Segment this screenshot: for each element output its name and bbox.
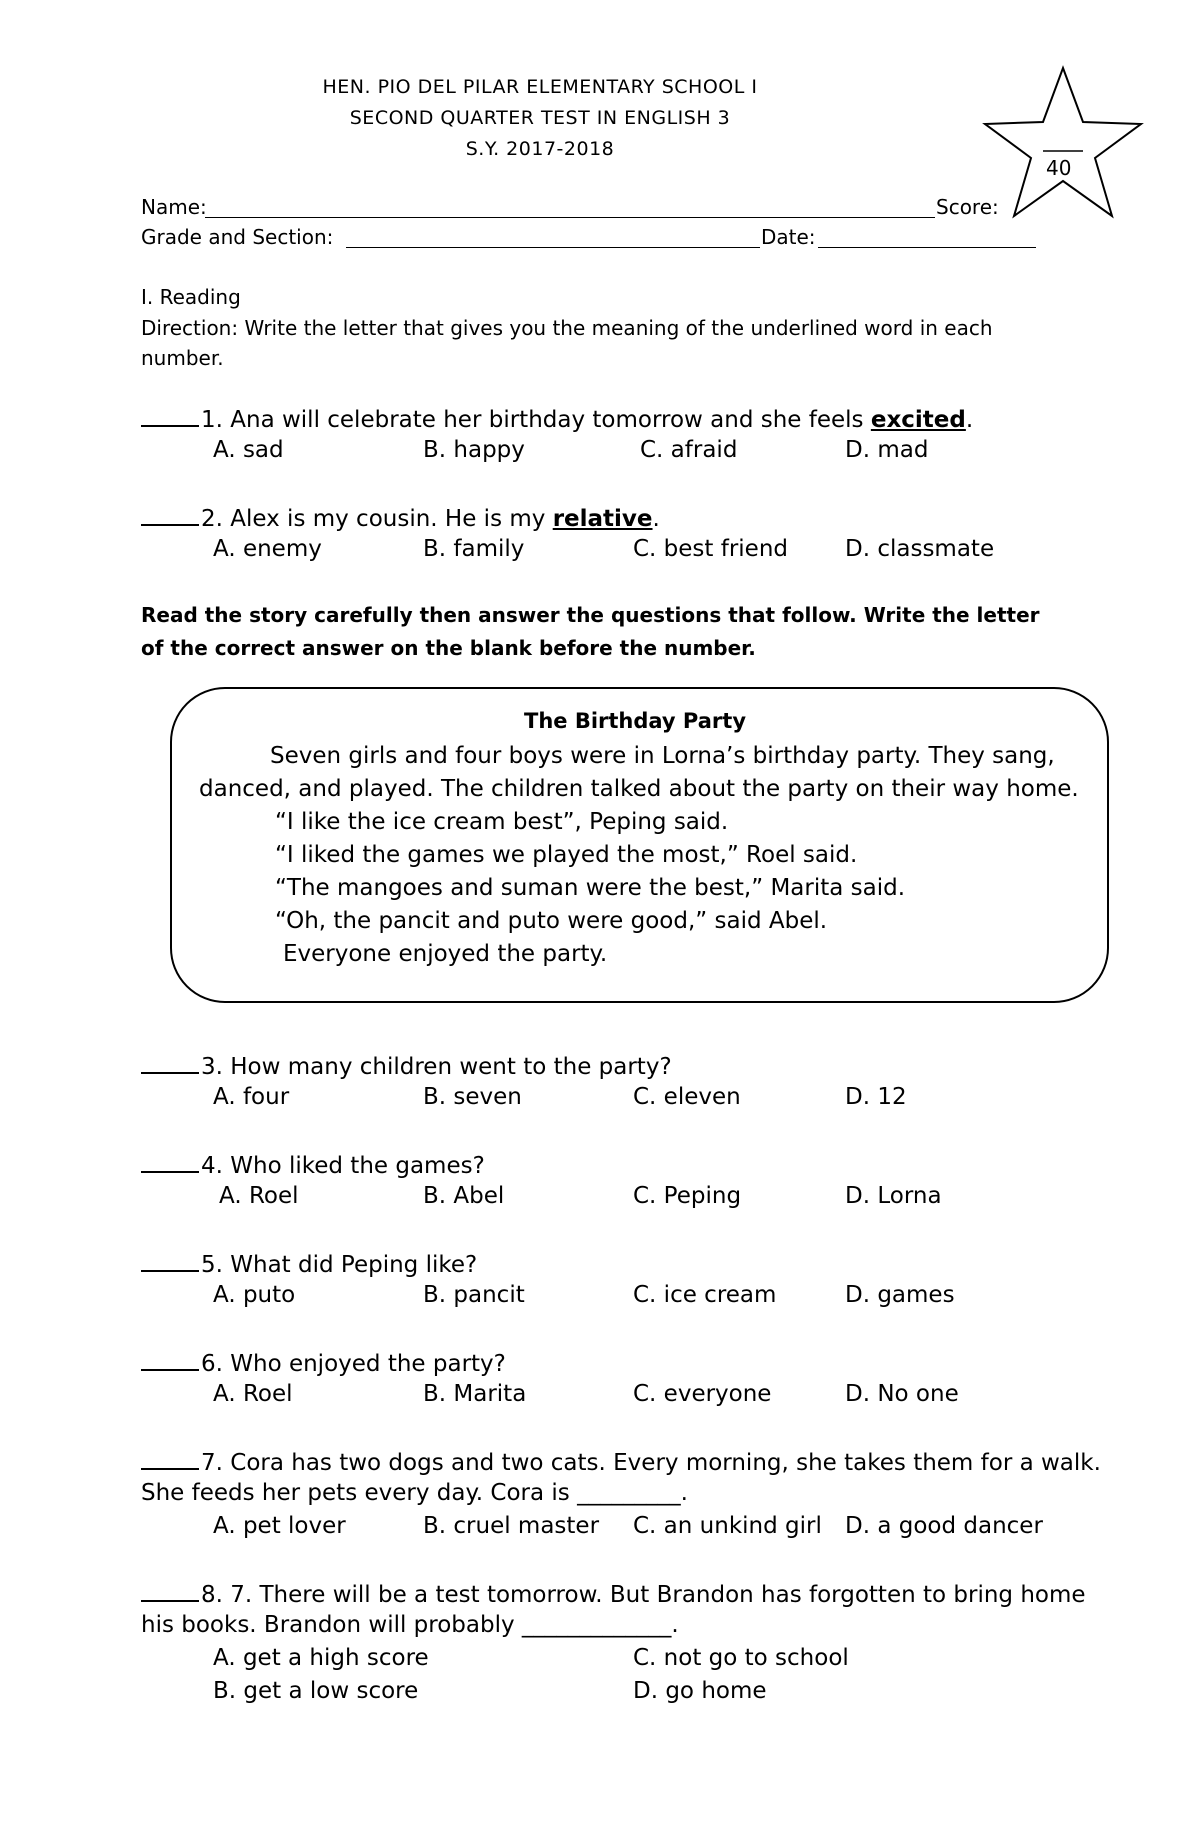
q5-text: 5. What did Peping like? <box>201 1252 478 1278</box>
q1-period: . <box>965 407 974 433</box>
q4-text: 4. Who liked the games? <box>201 1153 485 1179</box>
answer-blank-2[interactable] <box>141 504 199 526</box>
q7-option-a: A. pet lover <box>213 1513 346 1539</box>
question-3 <box>141 1052 672 1080</box>
answer-blank-3[interactable] <box>141 1052 199 1074</box>
q1-option-c: C. afraid <box>640 437 738 463</box>
story-instructions-2: of the correct answer on the blank before the number. <box>141 636 756 660</box>
q2-period: . <box>652 506 660 532</box>
q3-option-b: B. seven <box>423 1084 522 1110</box>
story-title: The Birthday Party <box>524 709 747 733</box>
answer-blank-7[interactable] <box>141 1448 199 1470</box>
q8-option-a: A. get a high score <box>213 1645 429 1671</box>
q7-text-1: 7. Cora has two dogs and two cats. Every morning, she takes them for a walk. <box>201 1450 1101 1476</box>
direction-line-1: Direction: Write the letter that gives you the meaning of the underlined word in each <box>141 316 993 340</box>
q2-option-a: A. enemy <box>213 536 322 562</box>
q8-text-2: his books. Brandon will probably _____________. <box>141 1612 679 1638</box>
score-label: Score: <box>936 195 999 219</box>
story-line-4: “I liked the games we played the most,” Roel said. <box>275 842 858 868</box>
story-line-3: “I like the ice cream best”, Peping said. <box>275 809 729 835</box>
q7-option-d: D. a good dancer <box>845 1513 1043 1539</box>
question-1 <box>141 405 973 433</box>
section-title: I. Reading <box>141 285 241 309</box>
answer-blank-6[interactable] <box>141 1349 199 1371</box>
q5-option-a: A. puto <box>213 1282 296 1308</box>
q1-option-b: B. happy <box>423 437 525 463</box>
story-line-5: “The mangoes and suman were the best,” Marita said. <box>275 875 906 901</box>
q6-option-c: C. everyone <box>633 1381 772 1407</box>
question-6 <box>141 1349 506 1377</box>
date-line[interactable] <box>818 247 1036 248</box>
q8-option-b: B. get a low score <box>213 1678 419 1704</box>
q2-underlined-word: relative <box>552 506 653 532</box>
story-line-6: “Oh, the pancit and puto were good,” said Abel. <box>275 908 828 934</box>
test-title: SECOND QUARTER TEST IN ENGLISH 3 <box>349 107 731 129</box>
q3-text: 3. How many children went to the party? <box>201 1054 672 1080</box>
q2-text: 2. Alex is my cousin. He is my <box>201 506 553 532</box>
answer-blank-8[interactable] <box>141 1580 199 1602</box>
q3-option-a: A. four <box>213 1084 290 1110</box>
q8-option-c: C. not go to school <box>633 1645 849 1671</box>
score-total: 40 <box>1046 156 1072 180</box>
q3-option-d: D. 12 <box>845 1084 907 1110</box>
story-line-1: Seven girls and four boys were in Lorna’s birthday party. They sang, <box>270 743 1055 769</box>
q1-option-d: D. mad <box>845 437 929 463</box>
q2-option-c: C. best friend <box>633 536 789 562</box>
question-8 <box>141 1580 1086 1608</box>
q6-text: 6. Who enjoyed the party? <box>201 1351 506 1377</box>
q5-option-c: C. ice cream <box>633 1282 777 1308</box>
story-instructions-1: Read the story carefully then answer the questions that follow. Write the letter <box>141 603 1040 627</box>
question-5 <box>141 1250 477 1278</box>
q3-option-c: C. eleven <box>633 1084 741 1110</box>
story-line-2: danced, and played. The children talked about the party on their way home. <box>199 776 1079 802</box>
q6-option-d: D. No one <box>845 1381 959 1407</box>
q6-option-b: B. Marita <box>423 1381 527 1407</box>
direction-line-2: number. <box>141 346 224 370</box>
q2-option-b: B. family <box>423 536 525 562</box>
story-line-7: Everyone enjoyed the party. <box>283 941 608 967</box>
q8-text-1: 8. 7. There will be a test tomorrow. But Brandon has forgotten to bring home <box>201 1582 1086 1608</box>
answer-blank-4[interactable] <box>141 1151 199 1173</box>
score-star-icon <box>975 62 1150 227</box>
q4-option-b: B. Abel <box>423 1183 505 1209</box>
grade-section-label: Grade and Section: <box>141 225 334 249</box>
q1-option-a: A. sad <box>213 437 284 463</box>
question-2 <box>141 504 660 532</box>
school-year: S.Y. 2017-2018 <box>465 138 615 160</box>
answer-blank-1[interactable] <box>141 405 199 427</box>
q1-text: 1. Ana will celebrate her birthday tomorrow and she feels <box>201 407 871 433</box>
q4-option-c: C. Peping <box>633 1183 742 1209</box>
grade-section-line[interactable] <box>346 247 760 248</box>
q4-option-a: A. Roel <box>219 1183 299 1209</box>
question-7 <box>141 1448 1101 1476</box>
q5-option-d: D. games <box>845 1282 955 1308</box>
q6-option-a: A. Roel <box>213 1381 293 1407</box>
question-4 <box>141 1151 485 1179</box>
name-label: Name: <box>141 195 207 219</box>
q2-option-d: D. classmate <box>845 536 995 562</box>
school-name: HEN. PIO DEL PILAR ELEMENTARY SCHOOL I <box>322 76 758 98</box>
date-label: Date: <box>761 225 816 249</box>
q7-option-c: C. an unkind girl <box>633 1513 822 1539</box>
name-line[interactable] <box>205 217 935 218</box>
q8-option-d: D. go home <box>633 1678 767 1704</box>
answer-blank-5[interactable] <box>141 1250 199 1272</box>
q1-underlined-word: excited <box>870 407 966 433</box>
q7-text-2: She feeds her pets every day. Cora is _________. <box>141 1480 688 1506</box>
q7-option-b: B. cruel master <box>423 1513 600 1539</box>
q5-option-b: B. pancit <box>423 1282 525 1308</box>
q4-option-d: D. Lorna <box>845 1183 942 1209</box>
